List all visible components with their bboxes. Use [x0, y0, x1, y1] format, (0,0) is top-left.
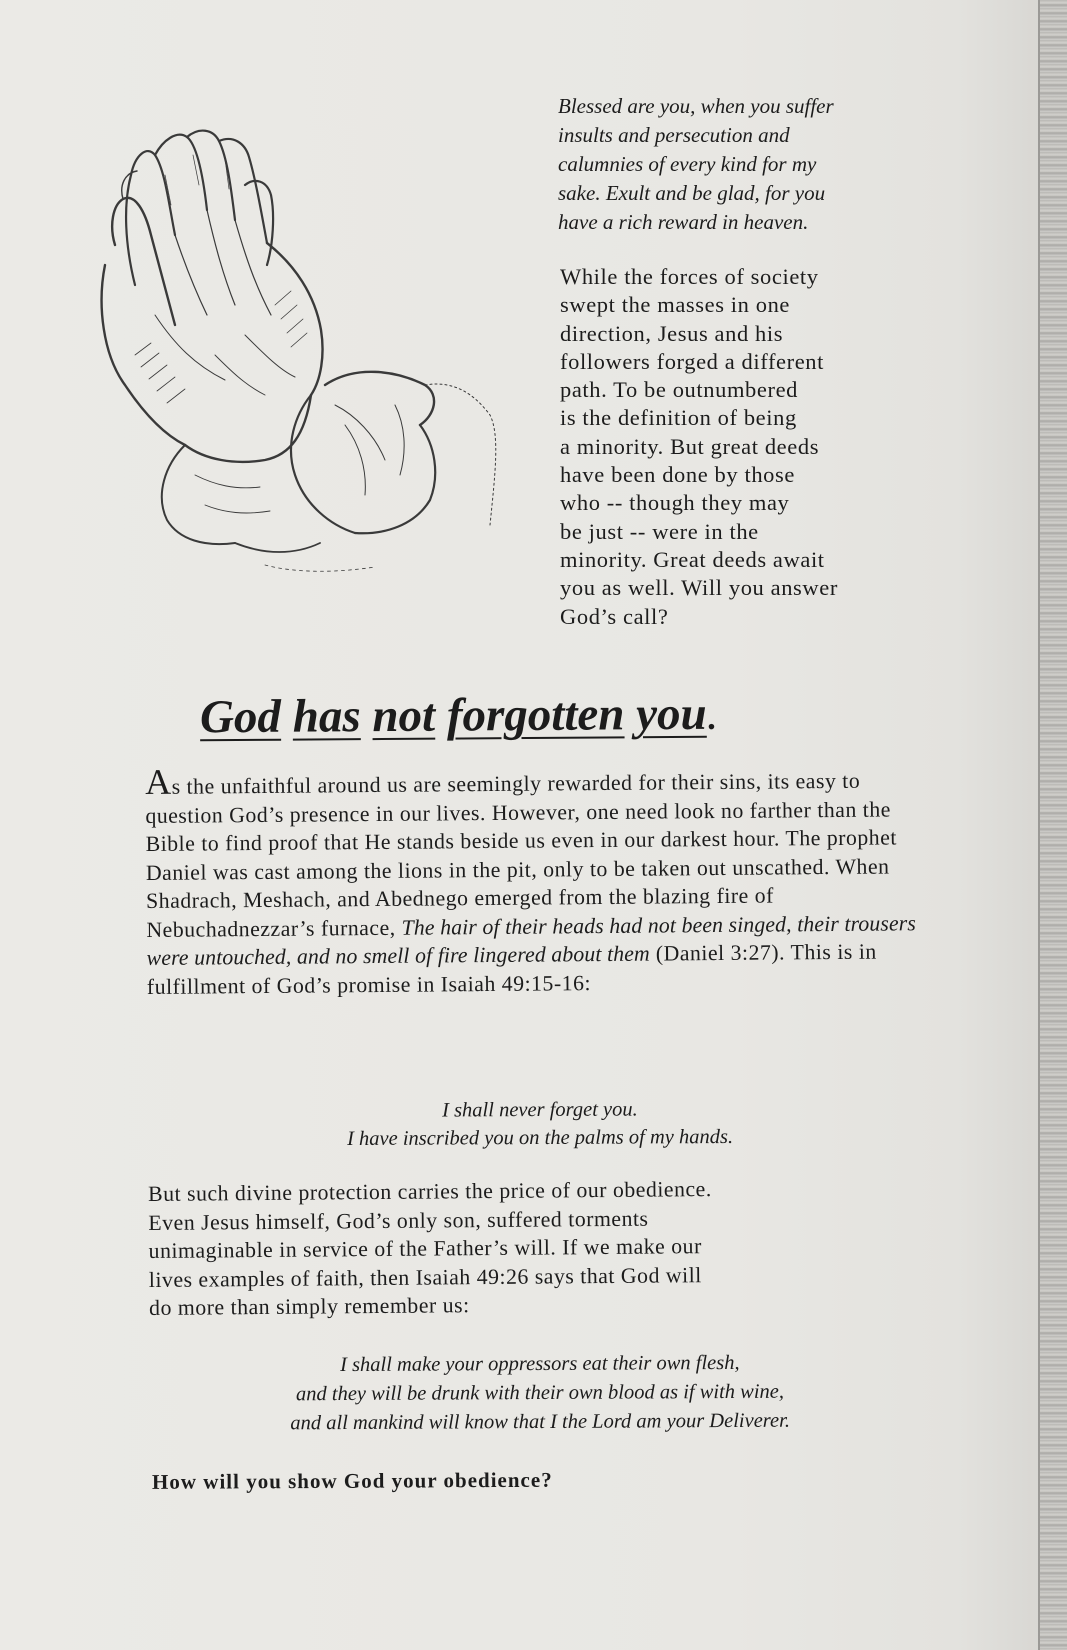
daniel-quote: The hair of their heads had not been singed, their trousers were untouched, and no smell of fire lingered about them — [146, 910, 916, 970]
page-edge-shadow — [1040, 0, 1067, 1650]
title-word-not: not — [372, 689, 436, 743]
title-word-you: you — [635, 687, 707, 741]
top-paragraph: While the forces of society swept the masses in one direction, Jesus and his followers forged a different path. To be outnumbered is the definition of being a minority. But great deeds have been done by those who -- though they may be just -- were in the minority. Great deeds await you as well. Will you answer God’s call? — [560, 264, 838, 629]
title-word-god: God — [199, 690, 282, 744]
drop-cap: A — [144, 761, 172, 802]
praying-hands-illustration — [95, 115, 525, 615]
title-period: . — [706, 687, 719, 740]
body-paragraph-1-end: (Daniel 3:27). This is in fulfillment of God’s promise in Isaiah 49:15-16: — [146, 939, 877, 999]
isaiah-verse-1: I shall never forget you. I have inscribed you on the palms of my hands. — [347, 1098, 734, 1151]
page-title — [200, 686, 860, 745]
title-word-forgotten: forgotten — [446, 688, 625, 742]
isaiah-verse-2: I shall make your oppressors eat their own flesh, and they will be drunk with their own blood as if with wine, and all mankind will know that I the Lord am your Deliverer. — [290, 1351, 790, 1435]
top-scripture-quote: Blessed are you, when you suffer insults and persecution and calumnies of every kind for my sake. Exult and be glad, for you have a rich reward in heaven. — [558, 94, 834, 234]
body-paragraph-2: But such divine protection carries the price of our obedience. Even Jesus himself, God’s only son, suffered torments unimaginable in service of the Father’s will. If we make our lives examples of faith, then Isaiah 49:26 says that God will do more than simply remember us: — [148, 1177, 712, 1320]
body-paragraph-1 — [144, 761, 937, 1001]
body-paragraph-1-text: s the unfaithful around us are seemingly rewarded for their sins, its easy to question God’s presence in our lives. However, one need look no farther than the Bible to find proof that He stands beside us even in our darkest hour. The prophet Daniel was cast among the lions in the pit, only to be taken out unscathed. When Shadrach, Meshach, and Abednego emerged from the blazing fire of Nebuchadnezzar’s furnace, — [145, 768, 897, 942]
closing-question: How will you show God your obedience? — [151, 1467, 553, 1494]
title-word-has: has — [292, 690, 361, 743]
